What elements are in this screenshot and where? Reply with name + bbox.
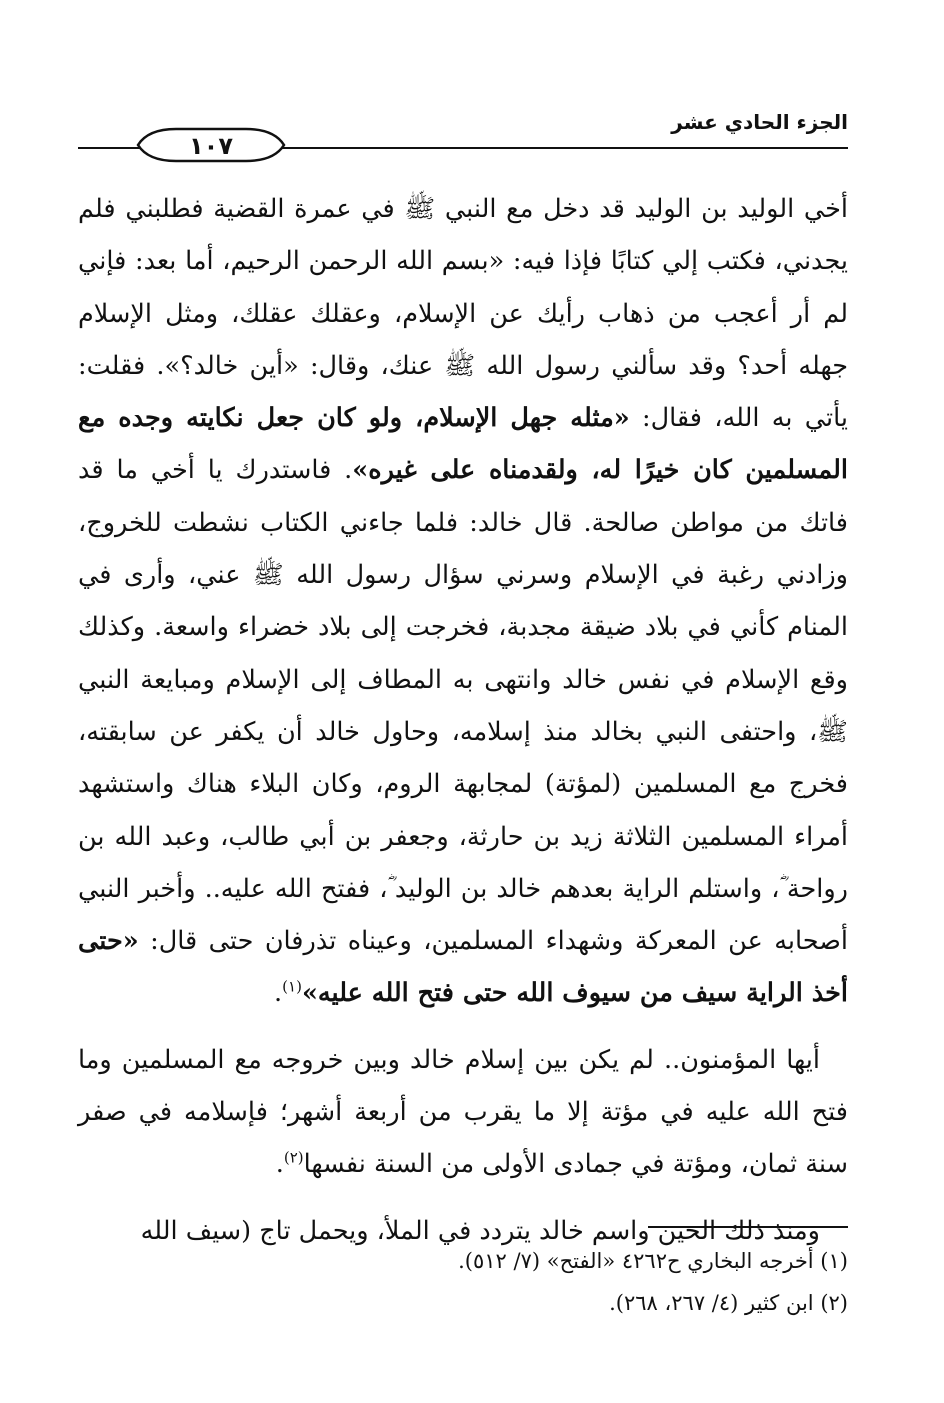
paragraph-3-text: ومنذ ذلك الحين واسم خالد يتردد في الملأ، ويحمل تاج (سيف الله [140, 1215, 820, 1246]
page-header [78, 100, 848, 160]
footnote-separator [648, 1226, 848, 1228]
paragraph-2-end: . [275, 1149, 284, 1180]
paragraph-2-text: أيها المؤمنون.. لم يكن بين إسلام خالد وبين خروجه مع المسلمين وما فتح الله عليه في مؤتة إلا ما يقرب من أربعة أشهر؛ فإسلامه في صفر سنة ثمان، ومؤتة في جمادى الأولى من السنة نفسها [78, 1044, 848, 1180]
page-number: ١٠٧ [189, 132, 233, 160]
running-title: الجزء الحادي عشر [671, 110, 848, 134]
paragraph-1 [78, 183, 848, 1020]
paragraph-1-text-b: . فاستدرك يا أخي ما قد فاتك من مواطن صالحة. قال خالد: فلما جاءني الكتاب نشطت للخروج، وزادني رغبة في الإسلام وسرني سؤال رسول الله ﷺ عني، وأرى في المنام كأني في بلاد ضيقة مجدبة، فخرجت إلى بلاد خضراء واسعة. وكذلك وقع الإسلام في نفس خالد وانتهى به المطاف إلى الإسلام ومبايعة النبي ﷺ، واحتفى النبي بخالد منذ إسلامه، وحاول خالد أن يكفر عن سابقته، فخرج مع المسلمين (لمؤتة) لمجابهة الروم، وكان البلاء هناك واستشهد أمراء المسلمين الثلاثة زيد بن حارثة، وجعفر بن أبي طالب، وعبد الله بن رواحة ؓ، واستلم الراية بعدهم خالد بن الوليد ؓ، ففتح الله عليه.. وأخبر النبي أصحابه عن المعركة وشهداء المسلمين، وعيناه تذرفان حتى قال: [78, 455, 848, 957]
footnote-ref-1[interactable]: (١) [282, 977, 302, 996]
footnote-1: (١) أخرجه البخاري ح٤٢٦٢ «الفتح» (٧/ ٥١٢). [458, 1249, 848, 1273]
paragraph-2 [78, 1034, 848, 1191]
footnotes [78, 1240, 848, 1324]
main-text [78, 183, 848, 1257]
footnote-ref-2[interactable]: (٢) [283, 1148, 304, 1167]
paragraph-1-end: . [274, 978, 283, 1009]
sword-of-allah-quote-bold: «حتى أخذ الراية سيف من سيوف الله حتى فتح الله عليه» [78, 926, 848, 1009]
prophet-quote-bold: «مثله جهل الإسلام، ولو كان جعل نكايته وجده مع المسلمين كان خيرًا له، ولقدمناه على غيره» [78, 403, 849, 486]
footnote-2: (٢) ابن كثير (٤/ ٢٦٧، ٢٦٨). [609, 1291, 848, 1315]
paragraph-1-text-a: أخي الوليد بن الوليد قد دخل مع النبي ﷺ في عمرة القضية فطلبني فلم يجدني، فكتب إلي كتابًا فإذا فيه: «بسم الله الرحمن الرحيم، أما بعد: فإني لم أر أعجب من ذهاب رأيك عن الإسلام، وعقلك عقلك، ومثل الإسلام جهله أحد؟ وقد سألني رسول الله ﷺ عنك، وقال: «أين خالد؟». فقلت: يأتي به الله، فقال: [78, 194, 849, 434]
